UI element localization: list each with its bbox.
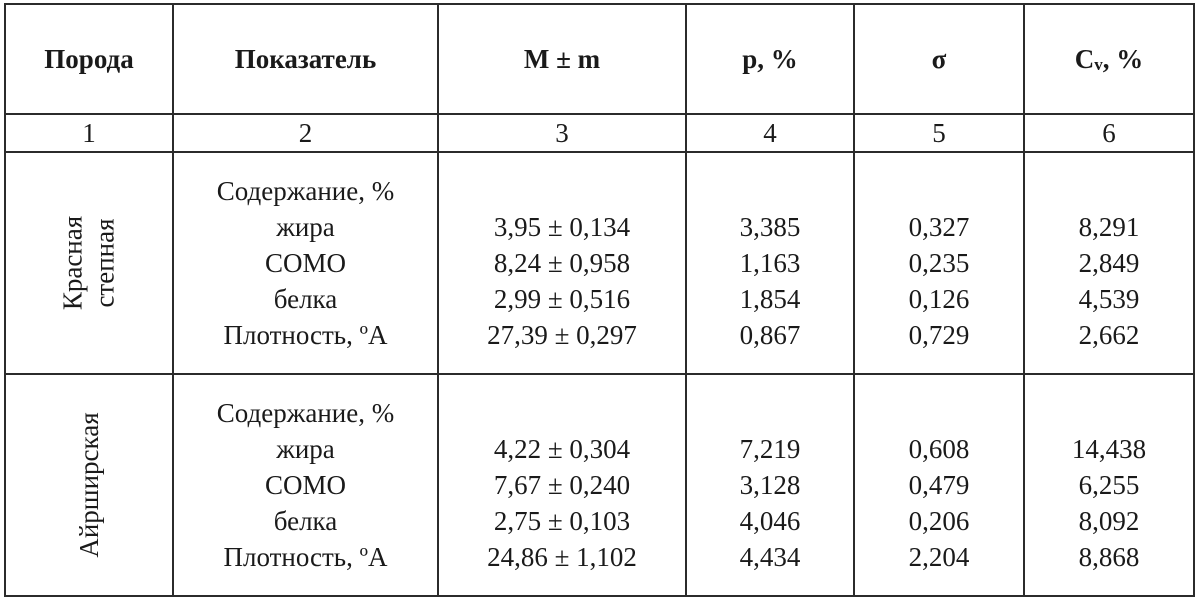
p-value: 7,219: [739, 434, 801, 464]
sigma-value: [855, 395, 1023, 431]
sigma-value: 0,235: [908, 248, 970, 278]
mean-value: 3,95 ± 0,134: [493, 212, 631, 242]
breed-label: [73, 412, 105, 557]
table-row: [5, 374, 1194, 596]
mean-value: 8,24 ± 0,958: [493, 248, 631, 278]
mean-cell: [438, 374, 686, 596]
sigma-value: [855, 173, 1023, 209]
table-row: [5, 152, 1194, 374]
p-cell: [686, 374, 854, 596]
header-p: p, %: [686, 4, 854, 114]
cv-value: 14,438: [1071, 434, 1147, 464]
data-table: [4, 3, 1195, 597]
column-number: 4: [686, 114, 854, 152]
breed-label-line: Красная: [57, 215, 88, 311]
p-value: 4,046: [739, 506, 801, 536]
cv-cell: [1024, 374, 1194, 596]
column-number: 1: [5, 114, 173, 152]
column-number: 6: [1024, 114, 1194, 152]
p-value: 3,128: [739, 470, 801, 500]
cv-value: 4,539: [1078, 284, 1140, 314]
indicator-label: СОМО: [264, 248, 346, 278]
p-value: 1,854: [739, 284, 801, 314]
sigma-value: 0,327: [908, 212, 970, 242]
header-sigma: σ: [854, 4, 1024, 114]
breed-label-line: Айрширская: [73, 412, 104, 558]
mean-value: [439, 395, 685, 431]
indicator-label: жира: [276, 212, 335, 242]
column-number-row: [5, 114, 1194, 152]
header-cv: [1024, 4, 1194, 114]
mean-value: [439, 173, 685, 209]
indicator-label: жира: [276, 434, 335, 464]
mean-value: 2,99 ± 0,516: [493, 284, 631, 314]
cv-value: 6,255: [1078, 470, 1140, 500]
mean-value: 7,67 ± 0,240: [493, 470, 631, 500]
header-breed: Порода: [5, 4, 173, 114]
breed-cell: [5, 152, 173, 374]
header-indicator: Показатель: [173, 4, 438, 114]
breed-cell: [5, 374, 173, 596]
cv-value: 8,092: [1078, 506, 1140, 536]
p-cell: [686, 152, 854, 374]
header-mean: M ± m: [438, 4, 686, 114]
breed-label-line: степная: [90, 218, 120, 308]
column-number: 5: [854, 114, 1024, 152]
cv-value: [1025, 173, 1193, 209]
breed-label: [57, 216, 122, 310]
p-value: [687, 395, 853, 431]
sigma-value: 0,206: [908, 506, 970, 536]
header-row: [5, 4, 1194, 114]
indicator-heading: Содержание, %: [216, 176, 395, 206]
cv-value: [1025, 395, 1193, 431]
indicator-label: Плотность, ºA: [223, 542, 388, 572]
cv-value: 8,291: [1078, 212, 1140, 242]
p-value: 0,867: [739, 320, 801, 350]
cv-value: 8,868: [1078, 542, 1140, 572]
mean-value: 24,86 ± 1,102: [487, 542, 637, 572]
indicator-label: СОМО: [264, 470, 346, 500]
indicator-cell: [173, 374, 438, 596]
sigma-cell: [854, 374, 1024, 596]
cv-value: 2,662: [1078, 320, 1140, 350]
mean-cell: [438, 152, 686, 374]
sigma-cell: [854, 152, 1024, 374]
sigma-value: 0,126: [908, 284, 970, 314]
indicator-heading: Содержание, %: [216, 398, 395, 428]
cv-value: 2,849: [1078, 248, 1140, 278]
p-value: [687, 173, 853, 209]
header-cv-subscript: v: [1094, 54, 1103, 74]
indicator-label: Плотность, ºA: [223, 320, 388, 350]
mean-value: 4,22 ± 0,304: [493, 434, 631, 464]
sigma-value: 2,204: [908, 542, 970, 572]
mean-value: 2,75 ± 0,103: [493, 506, 631, 536]
column-number: 3: [438, 114, 686, 152]
p-value: 4,434: [739, 542, 801, 572]
p-value: 1,163: [739, 248, 801, 278]
header-cv-letter: C: [1074, 43, 1095, 74]
p-value: 3,385: [739, 212, 801, 242]
sigma-value: 0,608: [908, 434, 970, 464]
cv-cell: [1024, 152, 1194, 374]
sigma-value: 0,479: [908, 470, 970, 500]
indicator-label: белка: [273, 506, 338, 536]
indicator-label: белка: [273, 284, 338, 314]
header-cv-unit: , %: [1102, 43, 1144, 74]
indicator-cell: [173, 152, 438, 374]
sigma-value: 0,729: [908, 320, 970, 350]
column-number: 2: [173, 114, 438, 152]
mean-value: 27,39 ± 0,297: [487, 320, 637, 350]
